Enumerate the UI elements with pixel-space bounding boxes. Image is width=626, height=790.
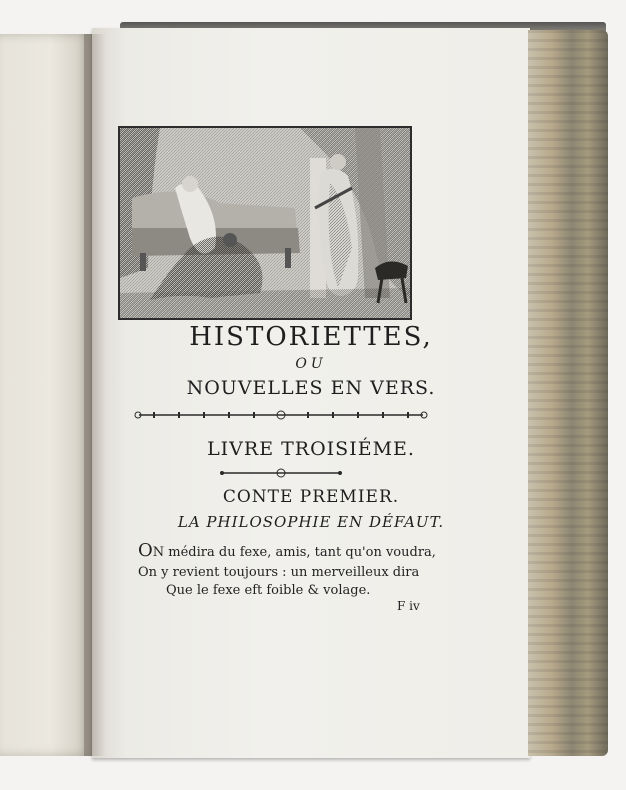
book-subtitle: NOUVELLES EN VERS. <box>186 377 436 399</box>
verse-line-1 <box>138 540 436 561</box>
verse-line-2: On y revient toujours : un merveilleux dira <box>138 565 420 580</box>
engraving-illustration <box>118 126 412 320</box>
ornamental-rule-long <box>133 408 429 422</box>
verse-line-1-text: N médira du fexe, amis, tant qu'on voudra, <box>152 545 436 560</box>
engraving-scene <box>120 128 410 318</box>
signature-mark: F iv <box>397 599 420 613</box>
drop-cap: O <box>138 540 153 561</box>
book-title: HISTORIETTES, <box>189 322 433 352</box>
verse-line-3: Que le fexe eft foible & volage. <box>166 583 371 598</box>
page-edges <box>528 30 608 756</box>
tale-title: LA PHILOSOPHIE EN DÉFAUT. <box>177 513 445 531</box>
title-conjunction: OU <box>295 356 327 372</box>
tale-heading: CONTE PREMIER. <box>222 487 400 507</box>
book-section: LIVRE TROISIÉME. <box>207 438 415 460</box>
left-page <box>0 34 92 756</box>
ornamental-rule-short <box>218 467 344 479</box>
